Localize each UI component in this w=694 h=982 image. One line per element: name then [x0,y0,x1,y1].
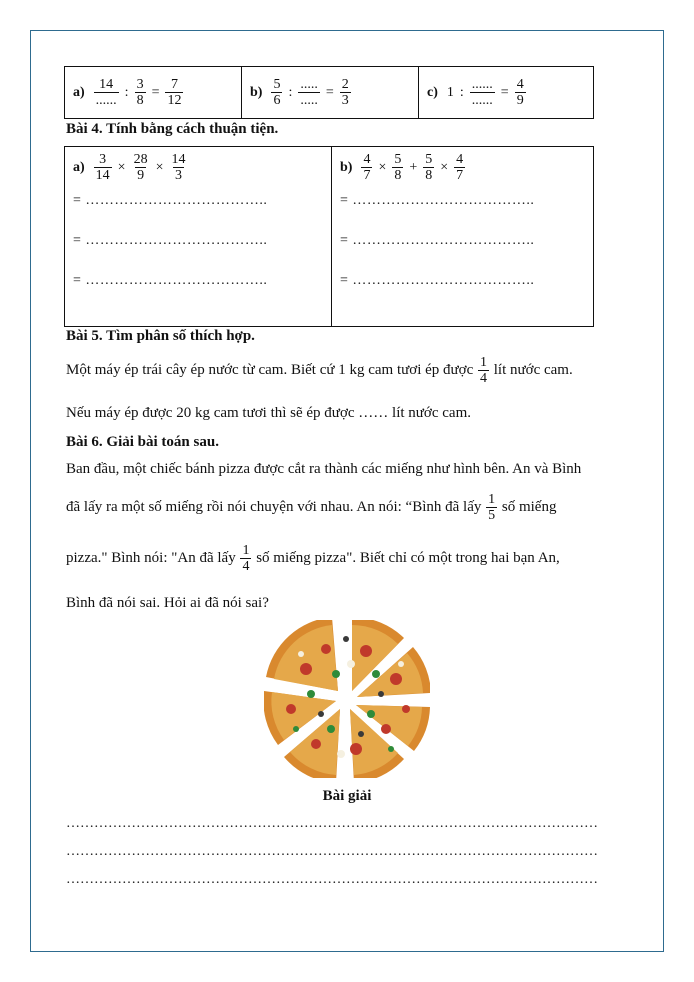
fraction: $\frac{1}{4}$ [242,543,250,574]
answer-line[interactable]: = ……………………………….. [73,193,268,208]
bai4-cell-a: a) $\frac{3}{14}$ × $\frac{28}{9}$ × $\frac{14}{3}$ = ……………………………….. = ……………………………….. = ……………………………….. [65,147,332,327]
bai3-table [64,66,594,119]
bai3-cell-b: b) $\frac{5}{6}$ : $\frac{.....}{.....}$ = $\frac{2}{3}$ [242,67,419,119]
answer-line[interactable]: = ……………………………….. [340,273,535,288]
bai4-a-label: a) [73,159,85,175]
answer-line[interactable]: = ……………………………….. [73,233,268,248]
answer-line[interactable]: = ……………………………….. [73,273,268,288]
bai3-cell-a: a) $\frac{14}{......}$ : $\frac{3}{8}$ = $\frac{7}{12}$ [65,67,242,119]
fraction: $\frac{......}{......}$ [471,77,493,108]
solution-line[interactable]: …………………………………………………………………………………………………… [66,844,598,859]
bai6-line2: đã lấy ra một số miếng rồi nói chuyện với nhau. An nói: “Bình đã lấy $\frac{1}{5}$ số miếng [66,492,557,523]
bai4-table [64,146,594,327]
fraction: $\frac{3}{14}$ [95,152,110,183]
fraction: $\frac{1}{4}$ [480,355,487,386]
fraction: $\frac{3}{8}$ [136,77,144,108]
fraction: $\frac{.....}{.....}$ [300,77,318,108]
bai4-b-label: b) [340,159,353,175]
answer-line[interactable]: = ……………………………….. [340,193,535,208]
bai4-heading: Bài 4. Tính bằng cách thuận tiện. [66,121,279,137]
fraction: $\frac{4}{9}$ [516,77,524,108]
bai5-line2: Nếu máy ép được 20 kg cam tươi thì sẽ ép được …… lít nước cam. [66,405,471,421]
fraction: $\frac{7}{12}$ [167,77,182,108]
bai6-line1: Ban đầu, một chiếc bánh pizza được cắt ra thành các miếng như hình bên. An và Bình [66,461,582,477]
fraction: $\frac{5}{8}$ [394,152,402,183]
fraction: $\frac{5}{6}$ [273,77,281,108]
fraction: $\frac{14}{......}$ [95,77,117,108]
fraction: $\frac{4}{7}$ [456,152,464,183]
bai3-a-label: a) [73,84,85,100]
solution-line[interactable]: …………………………………………………………………………………………………… [66,816,598,831]
pizza-illustration [264,620,430,778]
bai6-line3: pizza." Bình nói: "An đã lấy $\frac{1}{4}$ số miếng pizza". Biết chỉ có một trong hai bạn An, [66,543,560,574]
bai4-cell-b: b) $\frac{4}{7}$ × $\frac{5}{8}$ + $\frac{5}{8}$ × $\frac{4}{7}$ = ……………………………….. = ……………………………….. = ……………………………….. [332,147,594,327]
fraction: $\frac{4}{7}$ [363,152,371,183]
bai6-heading: Bài 6. Giải bài toán sau. [66,434,219,450]
solution-line[interactable]: …………………………………………………………………………………………………… [66,872,598,887]
bai6-line4: Bình đã nói sai. Hỏi ai đã nói sai? [66,595,269,611]
bai3-cell-c: c) 1 : $\frac{......}{......}$ = $\frac{4}{9}$ [419,67,594,119]
bai3-c-label: c) [427,84,438,100]
fraction: $\frac{1}{5}$ [488,492,496,523]
fraction: $\frac{14}{3}$ [171,152,186,183]
answer-line[interactable]: = ……………………………….. [340,233,535,248]
fraction: $\frac{28}{9}$ [133,152,148,183]
bai5-line1: Một máy ép trái cây ép nước từ cam. Biết cứ 1 kg cam tươi ép được $\frac{1}{4}$ lít nước cam. [66,355,573,386]
fraction: $\frac{2}{3}$ [341,77,349,108]
solution-title: Bài giải [322,788,372,804]
bai3-b-label: b) [250,84,263,100]
bai5-heading: Bài 5. Tìm phân số thích hợp. [66,328,255,344]
fraction: $\frac{5}{8}$ [425,152,433,183]
